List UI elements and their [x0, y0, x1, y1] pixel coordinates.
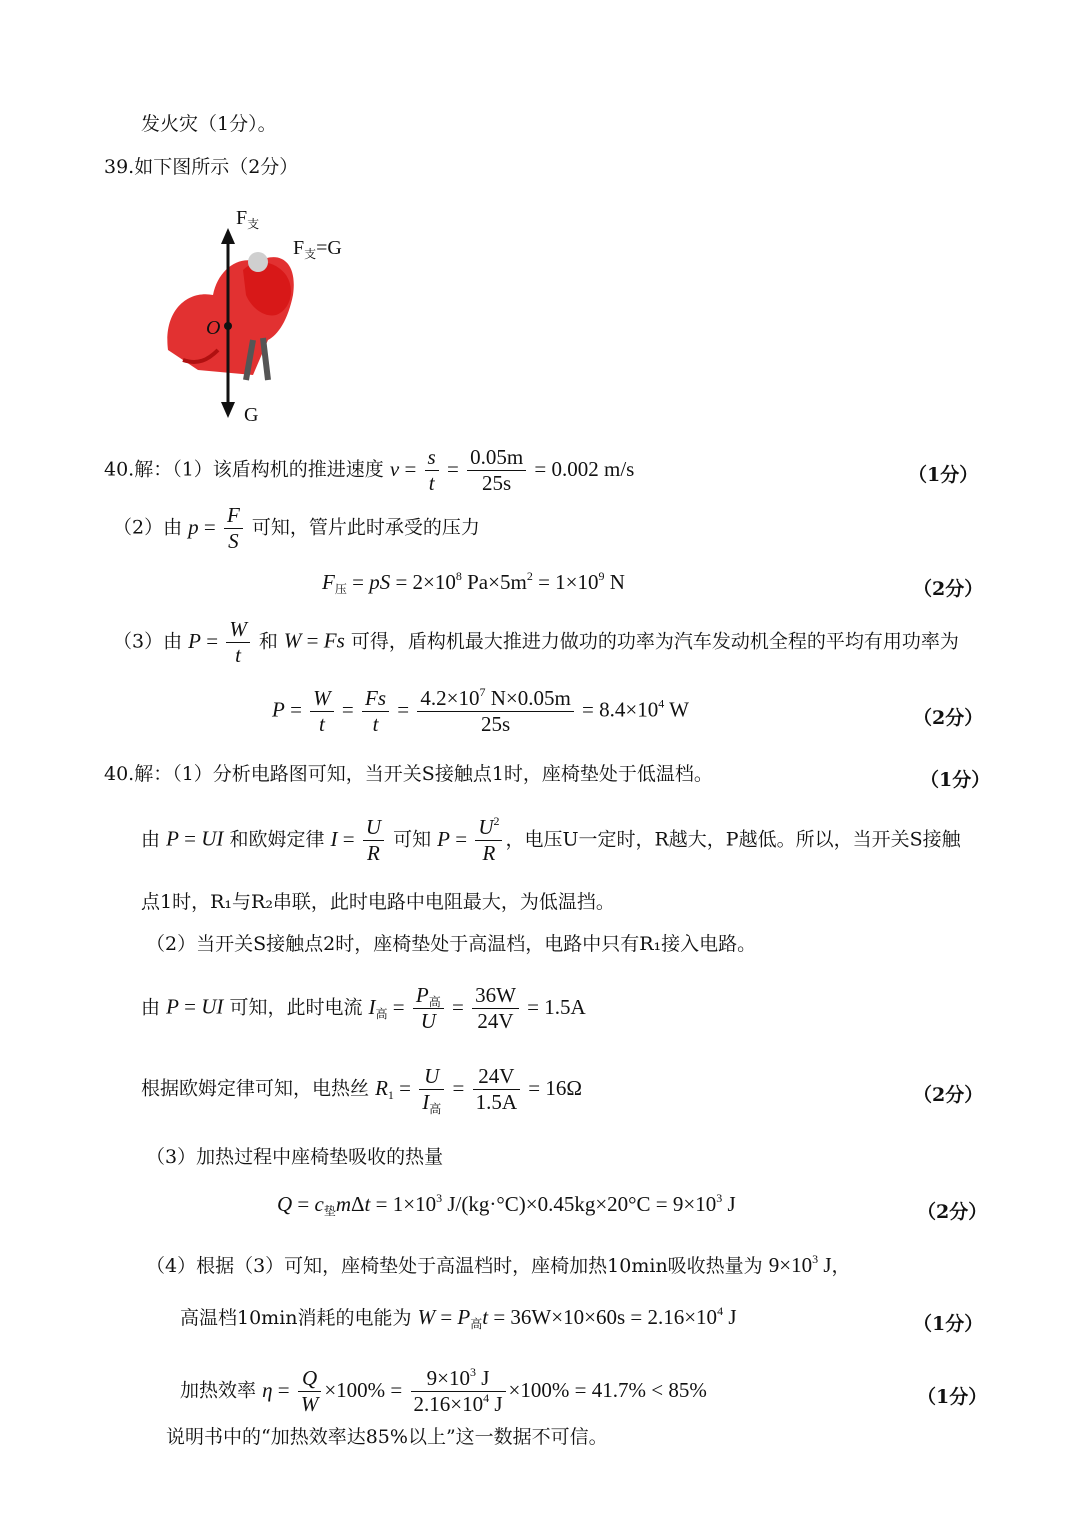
solution-40b-part3: （3）加热过程中座椅垫吸收的热量	[146, 1146, 444, 1168]
score-40b-2: （2分）	[913, 1084, 984, 1106]
conclusion-line: 说明书中的“加热效率达85%以上”这一数据不可信。	[166, 1426, 608, 1448]
support-force-label: $F_支$	[236, 207, 260, 231]
score-40b-3: （2分）	[917, 1201, 988, 1223]
solution-40b-part2: （2）当开关S接触点2时，座椅垫处于高温档，电路中只有R₁接入电路。	[146, 933, 757, 955]
ohm-law-line: 由 P = UI 和欧姆定律 I = $\frac{U}{R}$ 可知 P = $\frac{U^2}{R}$ ，电压U一定时，R越大，P越低。所以，当开关S接触	[141, 814, 961, 866]
resistance-equation: 根据欧姆定律可知，电热丝 $R_1$ = $\frac{U}{I_高}$ = $\frac{24V}{1.5A}$ = 16Ω	[141, 1064, 582, 1117]
text-line-1: 发火灾（1分）。	[141, 113, 277, 135]
question-39: 39.如下图所示（2分）	[104, 156, 299, 178]
force-diagram	[158, 200, 358, 430]
score-40-1: （1分）	[908, 464, 979, 486]
score-40b-4: （1分）	[913, 1313, 984, 1335]
solution-40b-part4: （4）根据（3）可知，座椅垫处于高温档时，座椅加热10min吸收热量为 $9\times 10^3$ J，	[146, 1252, 851, 1277]
heat-equation: $Q = c_垫m\Delta t = 1\times 10^3$ $J/(kg\cdot^\circ C)\times 0.45kg\times 20^\circ C = 9\times 10^3$ J	[277, 1191, 736, 1218]
score-40-2: （2分）	[913, 578, 984, 600]
solution-40b-part1: 40.解：（1）分析电路图可知，当开关S接触点1时，座椅垫处于低温档。	[104, 763, 713, 785]
score-40b-5: （1分）	[917, 1386, 988, 1408]
solution-40-part1: 40.解：（1）该盾构机的推进速度 v = $\frac{s}{t}$ = $\frac{0.05m}{25s}$ = 0.002 m/s	[104, 445, 635, 496]
efficiency-equation: 加热效率 η = $\frac{Q}{W}$ ×100% = $\frac{9\times 10^3 J}{2.16\times 10^4 J}$ ×100% = 41.7% < 85%	[180, 1365, 707, 1417]
current-equation: 由 P = UI 可知，此时电流 $I_高$ = $\frac{P_高}{U}$ = $\frac{36W}{24V}$ = 1.5A	[141, 983, 586, 1034]
power-equation: P = $\frac{W}{t}$ = $\frac{Fs}{t}$ = $\frac{4.2\times 10^7 N\times 0.05m}{25s}$ = $8.4\times 10^4$ W	[272, 685, 689, 737]
solution-40-part3: （3）由 P = $\frac{W}{t}$ 和 W = Fs 可得，盾构机最大推进力做功的功率为汽车发动机全程的平均有用功率为	[113, 617, 959, 668]
gravity-label: G	[244, 404, 259, 426]
score-40-3: （2分）	[913, 707, 984, 729]
pivot-label: O	[206, 317, 221, 339]
solution-40-part2: （2）由 p = $\frac{F}{S}$ 可知，管片此时承受的压力	[113, 503, 480, 554]
series-resistor-line: 点1时，R₁与R₂串联，此时电路中电阻最大，为低温挡。	[141, 891, 615, 913]
force-equation-label: $F_支=G$	[293, 237, 342, 261]
lion-figure	[167, 252, 293, 380]
pressure-force-equation: $F_压$ = pS = $2\times 10^8$ $Pa\times 5m^2 = 1\times 10^9$ N	[322, 569, 625, 596]
energy-equation: 高温档10min消耗的电能为 $W = P_高t = 36W\times 10\times 60s = 2.16\times 10^4$ J	[180, 1304, 737, 1331]
score-40b-1: （1分）	[920, 769, 991, 791]
